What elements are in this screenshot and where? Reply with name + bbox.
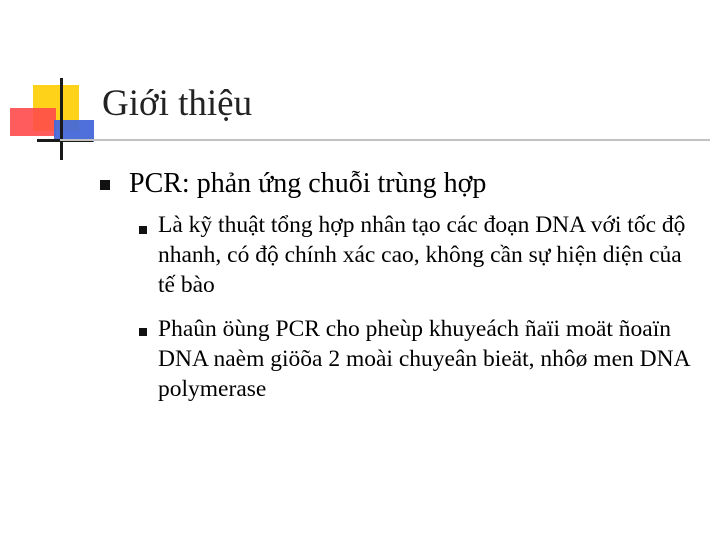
square-bullet-icon [139, 328, 147, 336]
square-bullet-icon [100, 180, 110, 190]
decor-red-square [10, 108, 56, 136]
bullet-level2-text: Là kỹ thuật tổng hợp nhân tạo các đoạn DNA với tốc độ nhanh, có độ chính xác cao, không cần sự hiện diện của tế bào [158, 212, 686, 298]
bullet-level2-text: Phaûn öùng PCR cho pheùp khuyeách ñaïi moät ñoaïn DNA naèm giöõa 2 moài chuyeân bieät, nhôø men DNA polymerase [158, 316, 690, 402]
square-bullet-icon [139, 226, 147, 234]
title-underline-rule [60, 139, 710, 141]
slide-title: Giới thiệu [102, 83, 253, 124]
decor-vertical-line [60, 78, 63, 160]
bullet-level1-text: PCR: phản ứng chuỗi trùng hợp [129, 168, 487, 199]
